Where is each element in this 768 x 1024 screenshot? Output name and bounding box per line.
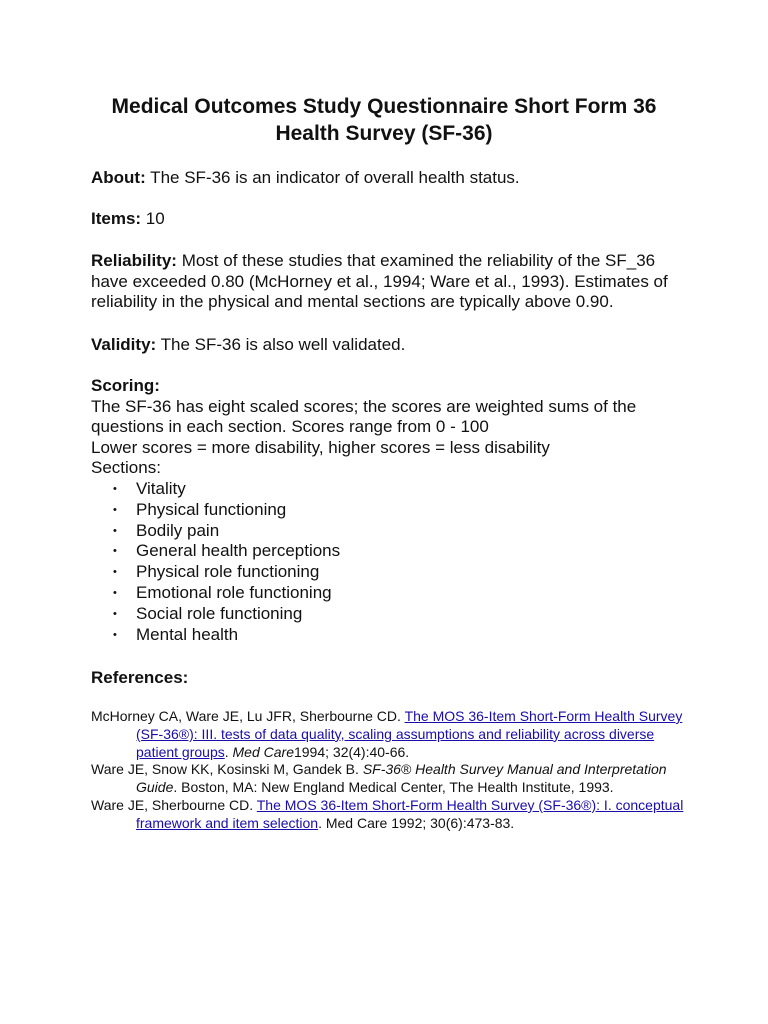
- list-item: • Physical role functioning: [113, 562, 320, 582]
- list-item: • Physical functioning: [113, 499, 287, 519]
- reference-item: McHorney CA, Ware JE, Lu JFR, Sherbourne CD. The MOS 36-Item Short-Form Health Survey (SF-36®): III. tests of data quality, scaling assumptions and reliability across diverse patient groups. Med Care1994; 32(4):40-66.: [91, 708, 683, 760]
- items-paragraph: [91, 209, 691, 230]
- page-title: [60, 93, 708, 147]
- list-item: • General health perceptions: [113, 541, 341, 561]
- scoring-text: The SF-36 has eight scaled scores; the scores are weighted sums of the questions in each section. Scores range from 0 - 100: [91, 396, 637, 437]
- list-item: • Emotional role functioning: [113, 582, 332, 602]
- reference-link-1[interactable]: The MOS 36-Item Short-Form Health Survey (SF-36®): III. tests of data quality, scaling assumptions and reliability across diverse patient groups: [136, 708, 683, 760]
- references-heading: References:: [91, 668, 189, 687]
- about-paragraph: [91, 168, 691, 189]
- reliability-label: Reliability:: [91, 251, 177, 270]
- validity-text: The SF-36 is also well validated.: [156, 335, 406, 354]
- references-list: [91, 708, 691, 833]
- reliability-paragraph: [91, 251, 691, 313]
- scoring-label: Scoring:: [91, 376, 160, 395]
- items-label: Items:: [91, 209, 142, 228]
- title-line-1: Medical Outcomes Study Questionnaire Short Form 36: [111, 95, 657, 118]
- reference-item: Ware JE, Sherbourne CD. The MOS 36-Item Short-Form Health Survey (SF-36®): I. conceptual framework and item selection. Med Care 1992; 30(6):473-83.: [91, 796, 684, 831]
- sections-list: [91, 479, 340, 645]
- bullet-icon: •: [113, 483, 117, 495]
- bullet-icon: •: [113, 503, 117, 516]
- scoring-section: [91, 376, 691, 479]
- reference-item: Ware JE, Snow KK, Kosinski M, Gandek B. SF-36® Health Survey Manual and Interpretation Guide. Boston, MA: New England Medical Center, The Health Institute, 1993.: [91, 761, 667, 796]
- list-item: • Bodily pain: [113, 520, 220, 540]
- bullet-icon: •: [113, 545, 117, 558]
- bullet-icon: •: [113, 524, 117, 537]
- validity-paragraph: [91, 335, 691, 356]
- scoring-interpretation: Lower scores = more disability, higher scores = less disability: [91, 437, 550, 457]
- sections-label: Sections:: [91, 458, 161, 478]
- reference-link-3[interactable]: The MOS 36-Item Short-Form Health Survey (SF-36®): I. conceptual framework and item selection: [136, 796, 684, 831]
- list-item: • Vitality: [113, 479, 186, 498]
- bullet-icon: •: [113, 607, 117, 620]
- bullet-icon: •: [113, 566, 117, 579]
- bullet-icon: •: [113, 628, 117, 641]
- reliability-text: Most of these studies that examined the reliability of the SF_36 have exceeded 0.80 (McHorney et al., 1994; Ware et al., 1993). Estimates of reliability in the physical and mental sections are typically above 0.90.: [91, 251, 668, 312]
- items-value: 10: [141, 209, 165, 228]
- list-item: • Mental health: [113, 624, 239, 644]
- bullet-icon: •: [113, 586, 117, 599]
- title-line-2: Health Survey (SF-36): [275, 122, 493, 145]
- validity-label: Validity:: [91, 335, 157, 354]
- list-item: • Social role functioning: [113, 603, 303, 623]
- about-text: The SF-36 is an indicator of overall health status.: [145, 168, 520, 187]
- about-label: About:: [91, 168, 146, 187]
